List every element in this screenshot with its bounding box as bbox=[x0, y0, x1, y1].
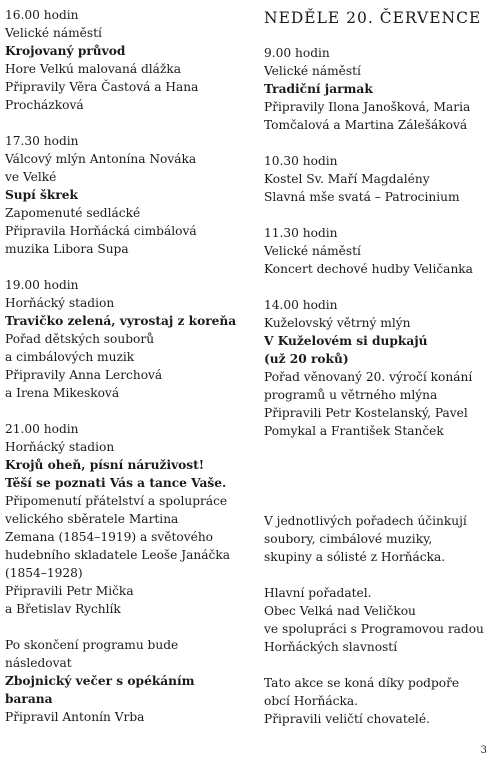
block-gap bbox=[264, 656, 492, 674]
day-heading: NEDĚLE 20. ČERVENCE bbox=[264, 9, 482, 27]
program-title: (už 20 roků) bbox=[264, 352, 349, 366]
program-block bbox=[264, 296, 492, 440]
program-text: Připravili veličtí chovatelé. bbox=[264, 712, 430, 726]
program-text: Hore Velkú malovaná dlážka bbox=[5, 62, 182, 76]
program-block bbox=[264, 44, 492, 134]
block-gap bbox=[5, 402, 240, 420]
program-text: Koncert dechové hudby Veličanka bbox=[264, 262, 473, 276]
program-text: Připravila Horňácká cimbálová bbox=[5, 224, 197, 238]
program-text: velického sběratele Martina bbox=[5, 512, 179, 526]
program-text: hudebního skladatele Leoše Janáčka bbox=[5, 548, 231, 562]
program-title: Tradiční jarmak bbox=[264, 82, 373, 96]
program-title: V Kuželovém si dupkajú bbox=[264, 334, 428, 348]
block-gap bbox=[264, 206, 492, 224]
program-text: Obec Velká nad Veličkou bbox=[264, 604, 416, 618]
block-spacer bbox=[264, 494, 492, 512]
program-text: Horňácký stadion bbox=[5, 296, 115, 310]
program-text: 17.30 hodin bbox=[5, 134, 79, 148]
program-text: následovat bbox=[5, 656, 72, 670]
program-text: Horňácký stadion bbox=[5, 440, 115, 454]
program-text: Horňáckých slavností bbox=[264, 640, 398, 654]
block-gap bbox=[264, 134, 492, 152]
program-title: barana bbox=[5, 692, 53, 706]
program-block bbox=[5, 420, 240, 618]
program-text: Velické náměstí bbox=[5, 26, 102, 40]
block-spacer bbox=[264, 458, 492, 476]
program-block bbox=[264, 674, 492, 728]
program-title: Supí škrek bbox=[5, 188, 78, 202]
program-block bbox=[264, 224, 492, 278]
program-text: a Břetislav Rychlík bbox=[5, 602, 121, 616]
program-title: Zbojnický večer s opékáním bbox=[5, 674, 195, 688]
program-text: Pomykal a František Stanček bbox=[264, 424, 444, 438]
program-block bbox=[5, 276, 240, 402]
program-text: Zemana (1854–1919) a světového bbox=[5, 530, 214, 544]
program-text: Tomčalová a Martina Zálešáková bbox=[264, 118, 468, 132]
block-gap bbox=[264, 440, 492, 458]
program-block bbox=[5, 636, 240, 726]
left-column bbox=[5, 0, 240, 744]
page-number: 3 bbox=[480, 745, 487, 756]
block-gap bbox=[5, 618, 240, 636]
program-text: Připravily Anna Lerchová bbox=[5, 368, 163, 382]
program-block bbox=[5, 6, 240, 114]
program-text: 10.30 hodin bbox=[264, 154, 338, 168]
block-gap bbox=[264, 278, 492, 296]
program-title: Krojů oheň, písní náruživost! bbox=[5, 458, 205, 472]
program-text: 19.00 hodin bbox=[5, 278, 79, 292]
program-text: skupiny a sólisté z Horňácka. bbox=[264, 550, 446, 564]
program-text: (1854–1928) bbox=[5, 566, 83, 580]
program-text: Slavná mše svatá – Patrocinium bbox=[264, 190, 460, 204]
right-column bbox=[264, 0, 492, 746]
program-text: Velické náměstí bbox=[264, 244, 361, 258]
program-text: Procházková bbox=[5, 98, 84, 112]
program-title: Těší se poznati Vás a tance Vaše. bbox=[5, 476, 227, 490]
program-title: Krojovaný průvod bbox=[5, 44, 126, 58]
program-text: 11.30 hodin bbox=[264, 226, 338, 240]
program-text: 9.00 hodin bbox=[264, 46, 330, 60]
program-text: Připravili Petr Mička bbox=[5, 584, 134, 598]
program-text: Připomenutí přátelství a spolupráce bbox=[5, 494, 228, 508]
program-title: Travičko zelená, vyrostaj z koreňa bbox=[5, 314, 237, 328]
program-text: Připravily Věra Častová a Hana bbox=[5, 80, 199, 94]
program-text: Tato akce se koná díky podpoře bbox=[264, 676, 460, 690]
program-text: Připravil Antonín Vrba bbox=[5, 710, 145, 724]
program-text: Připravili Petr Kostelanský, Pavel bbox=[264, 406, 468, 420]
program-block bbox=[264, 584, 492, 656]
block-gap bbox=[5, 258, 240, 276]
program-text: 14.00 hodin bbox=[264, 298, 338, 312]
program-block bbox=[5, 132, 240, 258]
block-spacer bbox=[264, 476, 492, 494]
program-block bbox=[264, 152, 492, 206]
program-text: Kostel Sv. Maří Magdalény bbox=[264, 172, 430, 186]
block-gap bbox=[264, 728, 492, 746]
block-gap bbox=[5, 726, 240, 744]
program-text: V jednotlivých pořadech účinkují bbox=[264, 514, 467, 528]
program-block bbox=[264, 512, 492, 566]
block-gap bbox=[264, 566, 492, 584]
program-text: muzika Libora Supa bbox=[5, 242, 129, 256]
program-text: soubory, cimbálové muziky, bbox=[264, 532, 433, 546]
program-text: 21.00 hodin bbox=[5, 422, 79, 436]
right-column-body bbox=[264, 44, 492, 746]
program-text: Zapomenuté sedlácké bbox=[5, 206, 141, 220]
program-text: a cimbálových muzik bbox=[5, 350, 135, 364]
program-text: obcí Horňácka. bbox=[264, 694, 358, 708]
block-gap bbox=[5, 114, 240, 132]
program-text: ve Velké bbox=[5, 170, 57, 184]
program-text: programů u větrného mlýna bbox=[264, 388, 438, 402]
program-text: Pořad věnovaný 20. výročí konání bbox=[264, 370, 473, 384]
program-text: 16.00 hodin bbox=[5, 8, 79, 22]
program-text: ve spolupráci s Programovou radou bbox=[264, 622, 484, 636]
program-text: Po skončení programu bude bbox=[5, 638, 179, 652]
program-text: Hlavní pořadatel. bbox=[264, 586, 372, 600]
program-text: Velické náměstí bbox=[264, 64, 361, 78]
program-text: a Irena Mikesková bbox=[5, 386, 120, 400]
program-text: Kuželovský větrný mlýn bbox=[264, 316, 411, 330]
program-text: Pořad dětských souborů bbox=[5, 332, 155, 346]
program-text: Připravily Ilona Janošková, Maria bbox=[264, 100, 471, 114]
program-text: Válcový mlýn Antonína Nováka bbox=[5, 152, 197, 166]
